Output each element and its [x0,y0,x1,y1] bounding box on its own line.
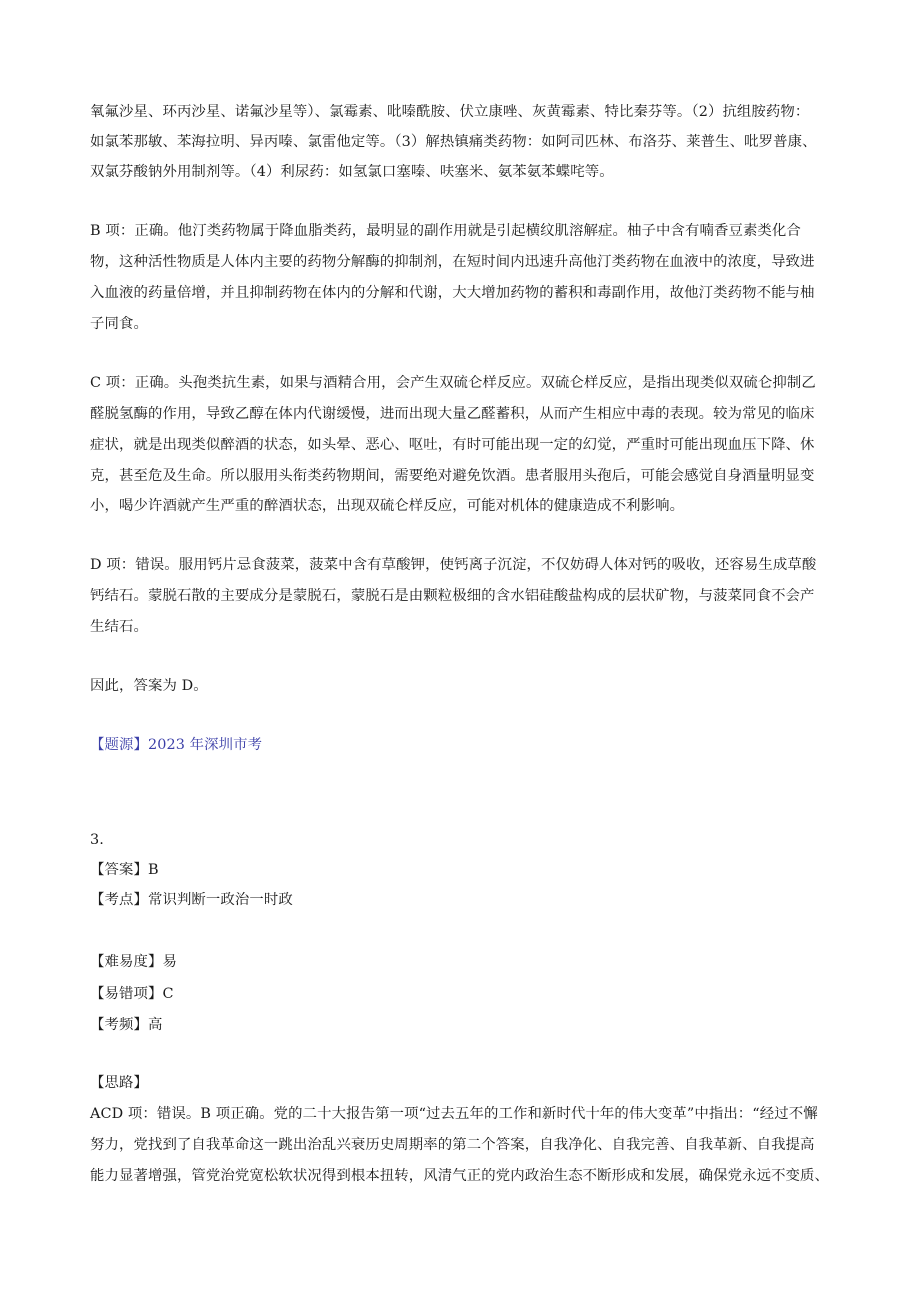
error-option-label: 【易错项】C [90,986,174,1002]
answer-conclusion: 因此，答案为 D。 [90,678,208,694]
paragraph-line: B 项：正确。他汀类药物属于降血脂类药，最明显的副作用就是引起横纹肌溶解症。柚子中含有喃香豆素类化合 [90,223,801,239]
paragraph-line: 小，喝少许酒就产生严重的醉酒状态，出现双硫仑样反应，可能对机体的健康造成不利影响。 [90,498,685,514]
paragraph-line: 生结石。 [90,619,148,635]
paragraph-line: 钙结石。蒙脱石散的主要成分是蒙脱石，蒙脱石是由颗粒极细的含水铝硅酸盐构成的层状矿物，与菠菜同食不会产 [90,588,815,604]
question-number: 3. [90,832,104,848]
question-source: 【题源】2023 年深圳市考 [90,737,263,753]
paragraph-line: 能力显著增强，管党治党宽松软状况得到根本扭转，风清气正的党内政治生态不断形成和发展，确保党永远不变质、 [90,1168,830,1184]
topic-label: 【考点】常识判断一政治一时政 [90,892,293,908]
paragraph-line: C 项：正确。头孢类抗生素，如果与酒精合用，会产生双硫仑样反应。双硫仑样反应，是指出现类似双硫仑抑制乙 [90,375,816,391]
paragraph-line: 物，这种活性物质是人体内主要的药物分解酶的抑制剂，在短时间内迅速升高他汀类药物在血液中的浓度，导致进 [90,254,815,270]
paragraph-line: 入血液的药量倍增，并且抑制药物在体内的分解和代谢，大大增加药物的蓄积和毒副作用，故他汀类药物不能与柚 [90,285,815,301]
paragraph-line: 克，甚至危及生命。所以服用头衔类药物期间，需要绝对避免饮酒。患者服用头孢后，可能会感觉自身酒量明显变 [90,468,815,484]
paragraph-line: D 项：错误。服用钙片忌食菠菜，菠菜中含有草酸钾，使钙离子沉淀，不仅妨碍人体对钙的吸收，还容易生成草酸 [90,557,817,573]
frequency-label: 【考频】高 [90,1017,163,1033]
paragraph-line: 子同食。 [90,316,148,332]
reasoning-heading: 【思路】 [90,1075,148,1091]
paragraph-line: 醛脱氢酶的作用，导致乙醇在体内代谢缓慢，进而出现大量乙醛蓄积，从而产生相应中毒的表现。较为常见的临床 [90,406,815,422]
answer-label: 【答案】B [90,862,159,878]
paragraph-line: ACD 项：错误。B 项正确。党的二十大报告第一项“过去五年的工作和新时代十年的伟大变革”中指出：“经过不懈 [90,1106,818,1122]
paragraph-line: 氧氟沙星、环丙沙星、诺氟沙星等）、氯霉素、吡嗪酰胺、伏立康唑、灰黄霉素、特比秦芬等。（2）抗组胺药物： [90,104,810,120]
paragraph-line: 症状，就是出现类似醉酒的状态，如头晕、恶心、呕吐，有时可能出现一定的幻觉，严重时可能出现血压下降、休 [90,437,815,453]
paragraph-line: 努力，党找到了自我革命这一跳出治乱兴衰历史周期率的第二个答案，自我净化、自我完善、自我革新、自我提高 [90,1137,815,1153]
difficulty-label: 【难易度】易 [90,954,177,970]
paragraph-line: 如氯苯那敏、苯海拉明、异丙嗪、氯雷他定等。（3）解热镇痛类药物：如阿司匹林、布洛芬、莱普生、吡罗普康、 [90,134,817,150]
paragraph-line: 双氯芬酸钠外用制剂等。（4）利尿药：如氢氯口塞嗪、呋塞米、氨苯氨苯蝶咤等。 [90,164,614,180]
